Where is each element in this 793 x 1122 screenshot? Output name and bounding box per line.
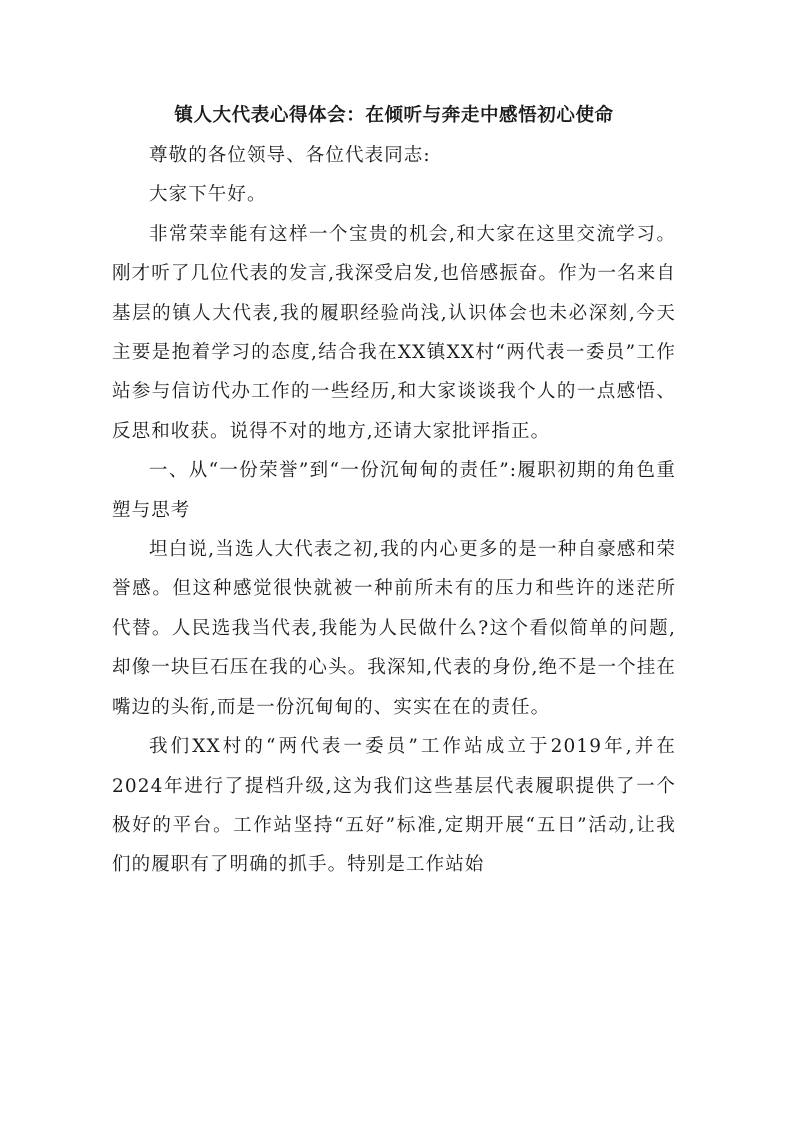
paragraph-workstation: 我们XX村的“两代表一委员”工作站成立于2019年,并在2024年进行了提档升级,这为我们这些基层代表履职提供了一个极好的平台。工作站坚持“五好”标准,定期开展“五日”活动,让我们的履职有了明确的抓手。特别是工作站始 bbox=[112, 736, 676, 876]
greeting: 大家下午好。 bbox=[149, 184, 267, 206]
document-title: 镇人大代表心得体会：在倾听与奔走中感悟初心使命 bbox=[174, 105, 614, 126]
paragraph-responsibility: 坦白说,当选人大代表之初,我的内心更多的是一种自豪感和荣誉感。但这种感觉很快就被一种前所未有的压力和些许的迷茫所代替。人民选我当代表,我能为人民做什么?这个看似简单的问题,却像一块巨石压在我的心头。我深知,代表的身份,绝不是一个挂在嘴边的头衔,而是一份沉甸甸的、实实在在的责任。 bbox=[112, 539, 676, 718]
salutation: 尊敬的各位领导、各位代表同志: bbox=[149, 145, 431, 166]
document-page bbox=[112, 96, 676, 885]
paragraph-opening: 非常荣幸能有这样一个宝贵的机会,和大家在这里交流学习。刚才听了几位代表的发言,我深受启发,也倍感振奋。作为一名来自基层的镇人大代表,我的履职经验尚浅,认识体会也未必深刻,今天主要是抱着学习的态度,结合我在XX镇XX村“两代表一委员”工作站参与信访代办工作的一些经历,和大家谈谈我个人的一点感悟、反思和收获。说得不对的地方,还请大家批评指正。 bbox=[112, 223, 676, 442]
section-heading-1: 一、从“一份荣誉”到“一份沉甸甸的责任”:履职初期的角色重塑与思考 bbox=[112, 460, 676, 521]
